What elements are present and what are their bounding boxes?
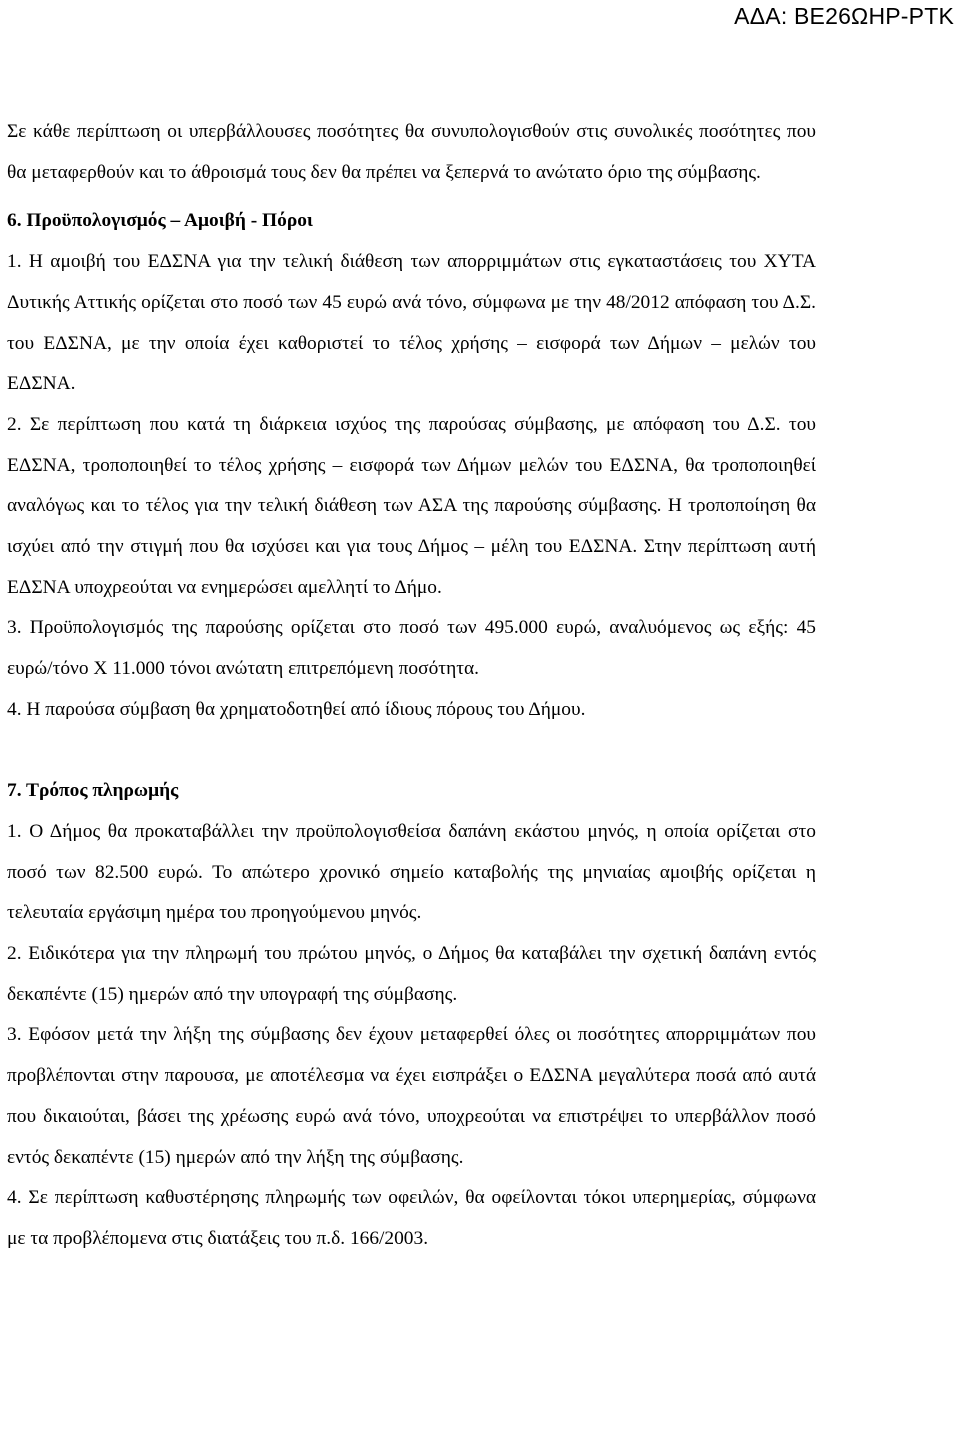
section-6-item-4: 4. Η παρούσα σύμβαση θα χρηματοδοτηθεί από ίδιους πόρους του Δήμου. [7,698,586,720]
spacer [7,193,816,201]
section-7-item-2: 2. Ειδικότερα για την πληρωμή του πρώτου μηνός, ο Δήμος θα καταβάλει την σχετική δαπάνη εντός δεκαπέντε (15) ημερών από την υπογραφή της σύμβασης. [7,943,816,1005]
section-7-item-4: 4. Σε περίπτωση καθυστέρησης πληρωμής των οφειλών, θα οφείλονται τόκοι υπερημερίας, σύμφωνα με τα προβλέπομενα στις διατάξεις του π.δ. 166/2003. [7,1187,816,1249]
section-6-item-2: 2. Σε περίπτωση που κατά τη διάρκεια ισχύος της παρούσας σύμβασης, με απόφαση του Δ.Σ. του ΕΔΣΝΑ, τροποποιηθεί το τέλος χρήσης – εισφορά των Δήμων μελών του ΕΔΣΝΑ, θα τροποποιηθεί αναλόγως και το τέλος για την τελική διάθεση των ΑΣΑ της παρούσης σύμβασης. Η τροποποίηση θα ισχύει από την στιγμή που θα ισχύσει και για τους Δήμος – μέλη του ΕΔΣΝΑ. Στην περίπτωση αυτή ΕΔΣΝΑ υποχρεούται να ενημερώσει αμελλητί το Δήμο. [7,413,816,598]
document-body [7,112,816,1260]
section-7-item-1: 1. Ο Δήμος θα προκαταβάλλει την προϋπολογισθείσα δαπάνη εκάστου μηνός, η οποία ορίζεται στο ποσό των 82.500 ευρώ. Το απώτερο χρονικό σημείο καταβολής της μηνιαίας αμοιβής ορίζεται η τελευταία εργάσιμη ημέρα του προηγούμενου μηνός. [7,820,816,924]
intro-paragraph: Σε κάθε περίπτωση οι υπερβάλλουσες ποσότητες θα συνυπολογισθούν στις συνολικές ποσότητες που θα μεταφερθούν και το άθροισμά τους δεν θα πρέπει να ξεπερνά το ανώτατο όριο της σύμβασης. [7,121,816,183]
section-6-item-1: 1. Η αμοιβή του ΕΔΣΝΑ για την τελική διάθεση των απορριμμάτων στις εγκαταστάσεις του ΧΥΤΑ Δυτικής Αττικής ορίζεται στο ποσό των 45 ευρώ ανά τόνο, σύμφωνα με την 48/2012 απόφαση του Δ.Σ. του ΕΔΣΝΑ, με την οποία έχει καθοριστεί το τέλος χρήσης – εισφορά των Δήμων – μελών του ΕΔΣΝΑ. [7,251,816,395]
spacer [7,731,816,772]
section-6-item-3: 3. Προϋπολογισμός της παρούσης ορίζεται στο ποσό των 495.000 ευρώ, αναλυόμενος ως εξής: 45 ευρώ/τόνο Χ 11.000 τόνοι ανώτατη επιτρεπόμενη ποσότητα. [7,617,816,680]
section-7-item-3: 3. Εφόσον μετά την λήξη της σύμβασης δεν έχουν μεταφερθεί όλες οι ποσότητες απορριμμάτων που προβλέπονται στην παρουσα, με αποτέλεσμα να έχει εισπράξει ο ΕΔΣΝΑ μεγαλύτερα ποσά από αυτά που δικαιούται, βάσει της χρέωσης ευρώ ανά τόνο, υποχρεούται να επιστρέψει το υπερβάλλον ποσό εντός δεκαπέντε (15) ημερών από την λήξη της σύμβασης. [7,1024,816,1168]
ada-code: ΑΔΑ: ΒΕ26ΩΗΡ-ΡΤΚ [734,3,954,29]
section-7-heading: 7. Τρόπος πληρωμής [7,780,179,802]
section-6-heading: 6. Προϋπολογισμός – Αμοιβή - Πόροι [7,210,313,232]
